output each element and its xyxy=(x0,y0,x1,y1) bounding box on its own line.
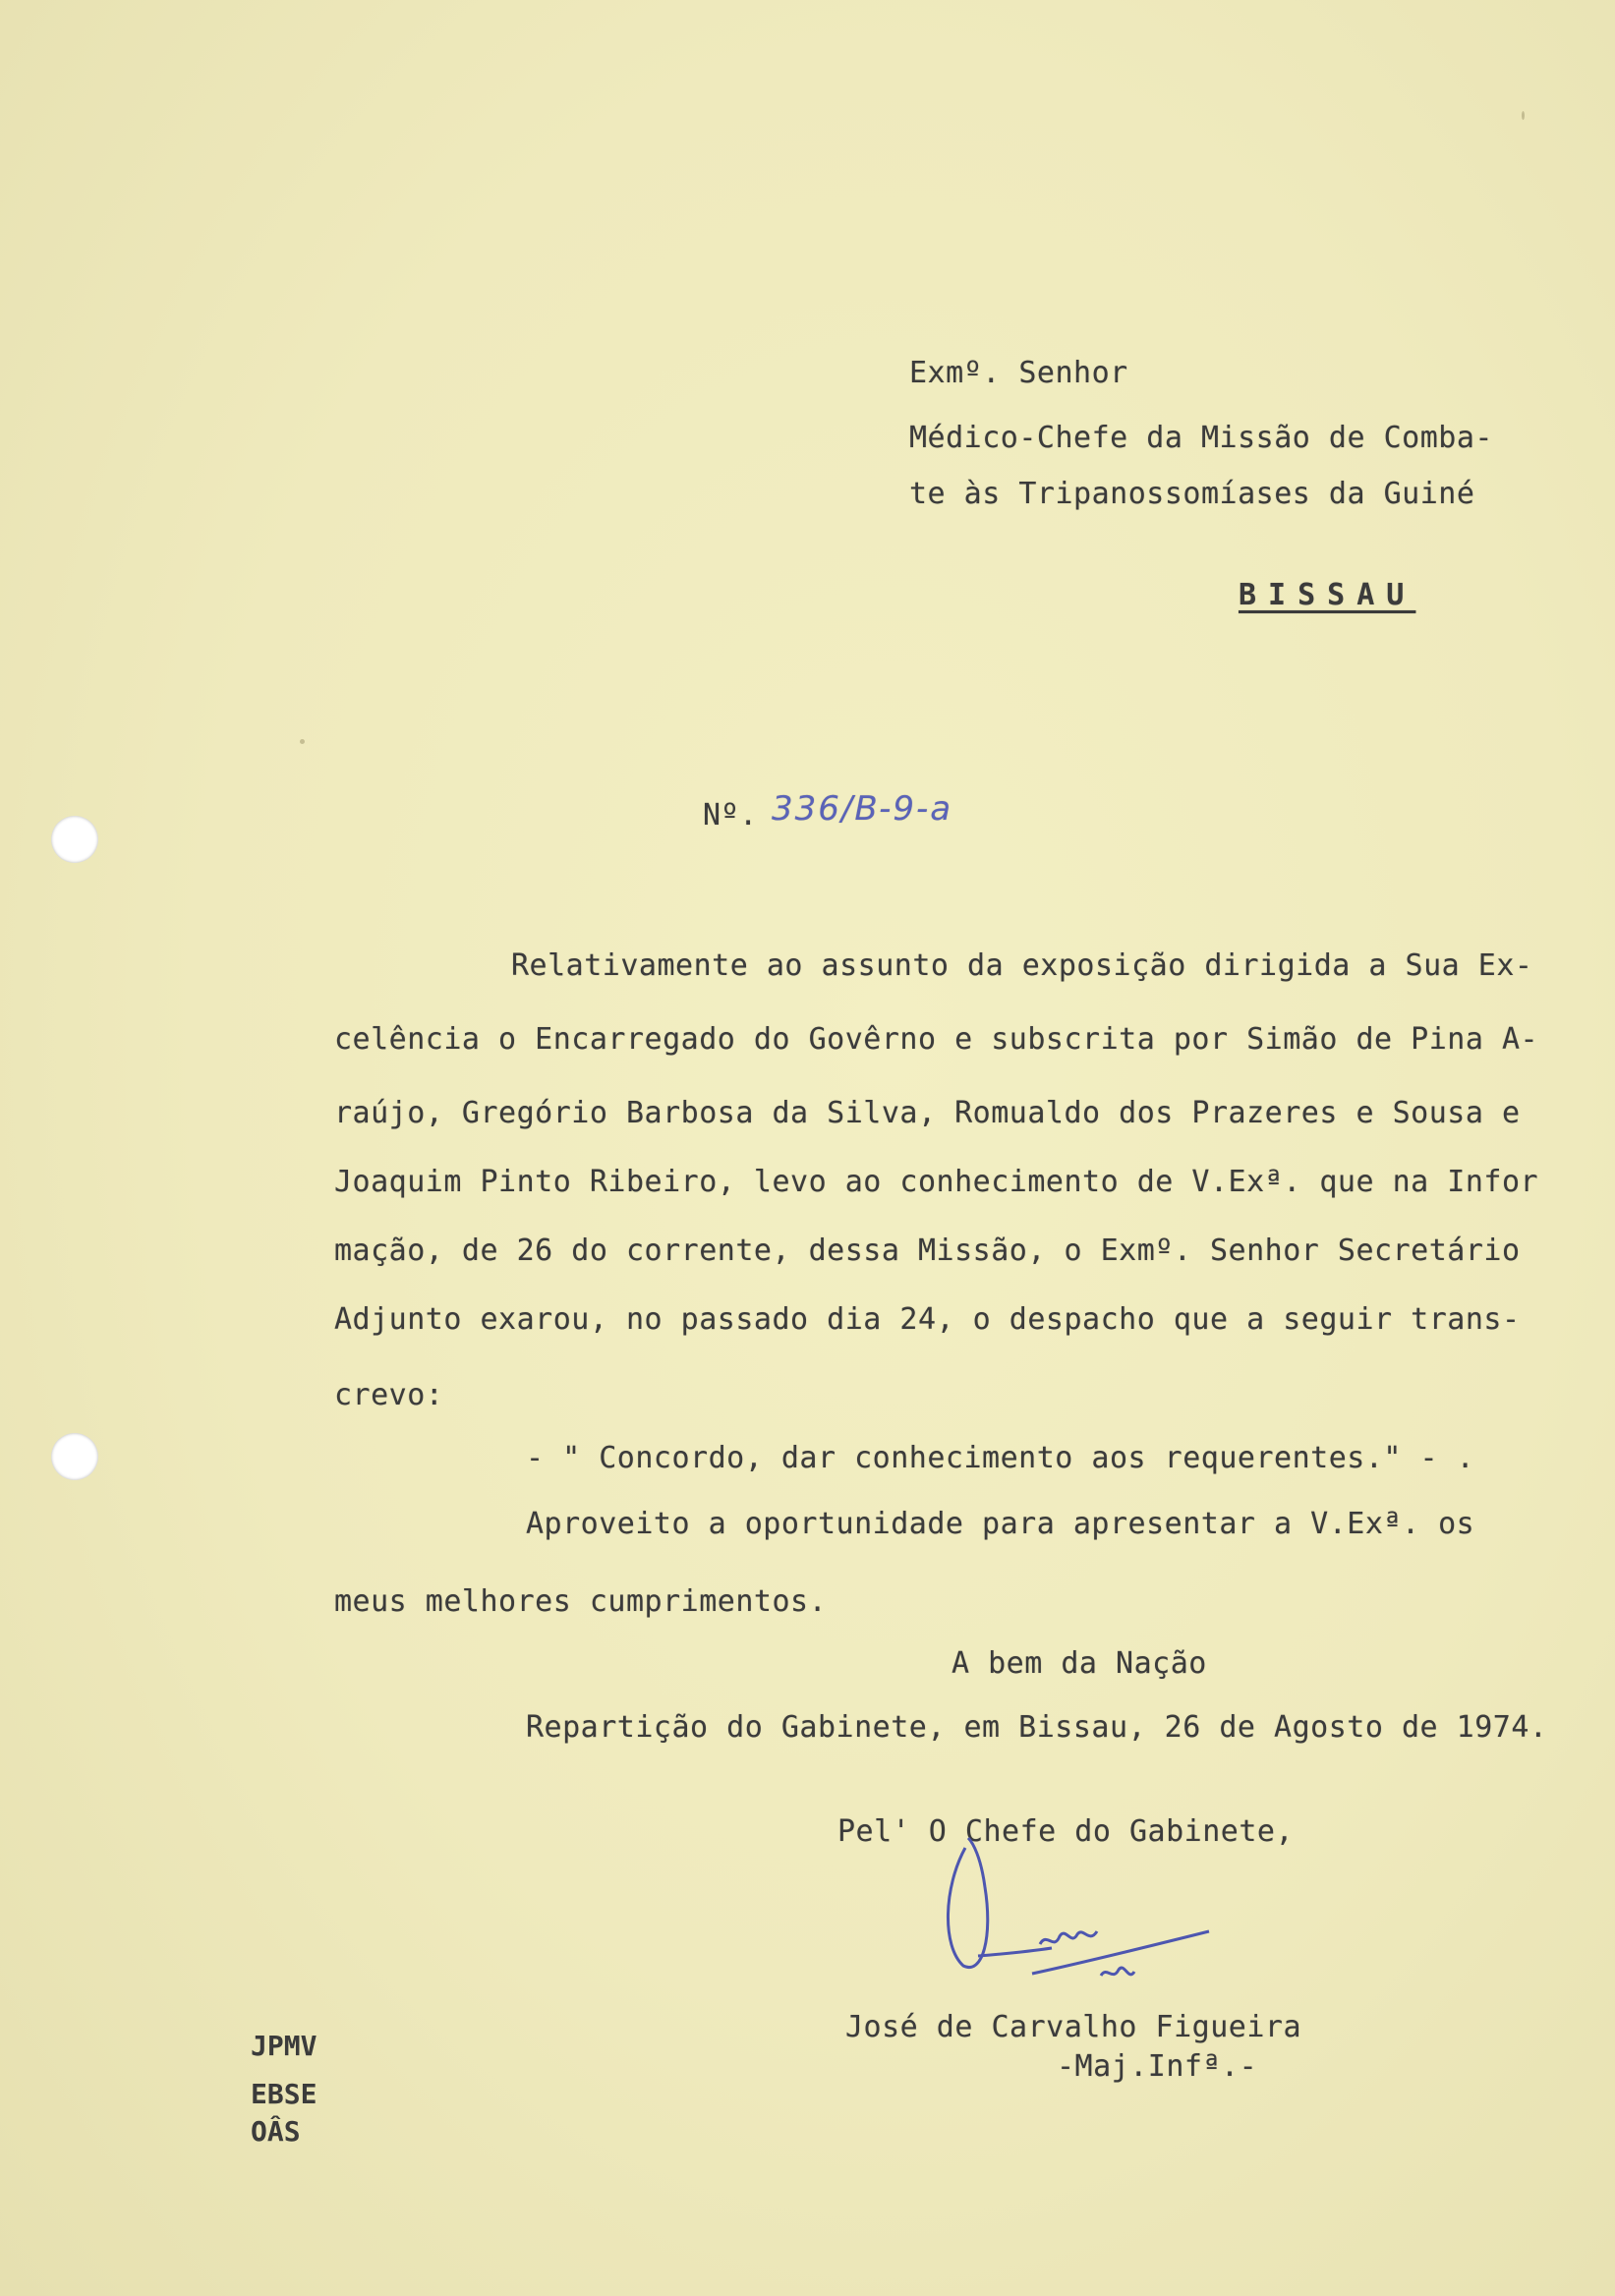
signature-stroke xyxy=(978,1948,1052,1956)
initials-1: JPMV xyxy=(251,2030,317,2062)
closing-line-2: meus melhores cumprimentos. xyxy=(334,1584,828,1619)
punch-hole-top xyxy=(51,816,98,863)
addressee-title-line1: Médico-Chefe da Missão de Comba- xyxy=(909,421,1493,455)
signature-stroke xyxy=(948,1838,987,1968)
addressee-salutation: Exmº. Senhor xyxy=(909,356,1128,390)
body-line-7: crevo: xyxy=(334,1378,444,1412)
signature-stroke xyxy=(1101,1968,1134,1976)
signatory-rank: -Maj.Infª.- xyxy=(1057,2049,1258,2084)
handwritten-signature xyxy=(924,1828,1239,1995)
signature-stroke xyxy=(1040,1931,1097,1944)
closing-line-1: Aproveito a oportunidade para apresentar a V.Exª. os xyxy=(526,1507,1475,1541)
reference-prefix: Nº. xyxy=(703,798,758,832)
paper-speck xyxy=(300,739,305,744)
body-line-3: raújo, Gregório Barbosa da Silva, Romualdo dos Prazeres e Sousa e xyxy=(334,1096,1521,1130)
place-date: Repartição do Gabinete, em Bissau, 26 de Agosto de 1974. xyxy=(526,1710,1548,1745)
reference-handwritten-number: 336/B-9-a xyxy=(772,789,953,829)
addressee-title-line2: te às Tripanossomíases da Guiné xyxy=(909,477,1475,511)
valediction: A bem da Nação xyxy=(952,1646,1207,1681)
punch-hole-bottom xyxy=(51,1433,98,1480)
despacho-quote: - " Concordo, dar conhecimento aos requerentes." - . xyxy=(526,1441,1475,1475)
body-line-4: Joaquim Pinto Ribeiro, levo ao conhecimento de V.Exª. que na Infor xyxy=(334,1165,1539,1199)
body-line-5: mação, de 26 do corrente, dessa Missão, o Exmº. Senhor Secretário xyxy=(334,1234,1521,1268)
initials-3: OÂS xyxy=(251,2115,301,2148)
addressee-city: BISSAU xyxy=(1239,578,1416,612)
body-line-1: Relativamente ao assunto da exposição dirigida a Sua Ex- xyxy=(511,948,1533,983)
initials-2: EBSE xyxy=(251,2078,317,2110)
body-line-2: celência o Encarregado do Govêrno e subscrita por Simão de Pina A- xyxy=(334,1022,1539,1057)
signatory-name: José de Carvalho Figueira xyxy=(845,2010,1302,2044)
signatory-on-behalf: Pel' O Chefe do Gabinete, xyxy=(837,1814,1295,1849)
body-line-6: Adjunto exarou, no passado dia 24, o despacho que a seguir trans- xyxy=(334,1302,1521,1337)
paper-speck xyxy=(1522,111,1525,120)
